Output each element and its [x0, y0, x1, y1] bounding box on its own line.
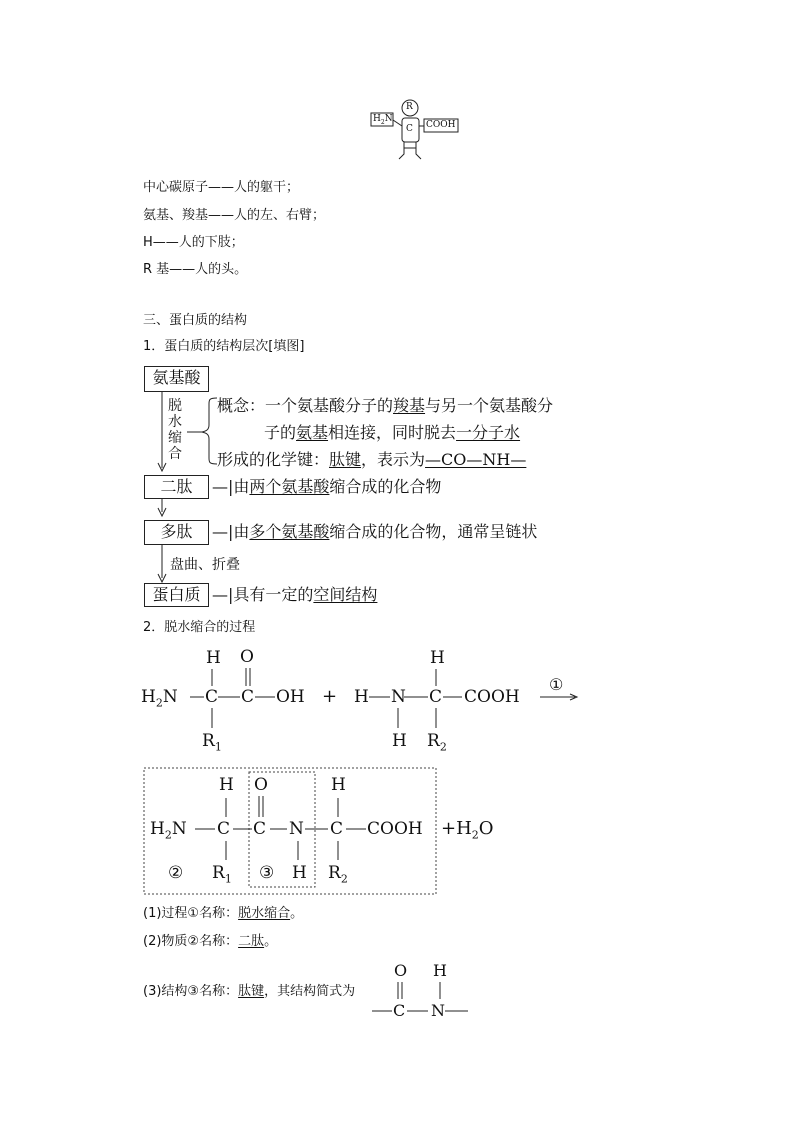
structure-n: N: [431, 1001, 445, 1020]
aa1-amino-group: $H_2N$: [141, 687, 178, 710]
polypeptide-description: —|由多个氨基酸缩合成的化合物，通常呈链状: [212, 522, 538, 541]
label-dipeptide-2: ②: [168, 863, 184, 883]
question-2: (2)物质②名称：二肽。: [143, 934, 278, 949]
aa2-r-group: $R_2$: [427, 731, 447, 754]
aa1-r-group: $R_1$: [202, 731, 222, 754]
structure-o: O: [394, 961, 408, 980]
aa1-o-top: O: [240, 647, 254, 667]
box-dipeptide: 二肽: [144, 475, 209, 499]
box-polypeptide: 多肽: [144, 520, 209, 545]
box-protein: 蛋白质: [144, 583, 209, 607]
aa2-n: N: [391, 687, 406, 707]
product-h1: H: [219, 775, 234, 795]
aa2-central-c: C: [429, 687, 443, 707]
aa1-oh: OH: [276, 687, 305, 707]
product-cooh: COOH: [367, 819, 423, 839]
analogy-line-1: 中心碳原子——人的躯干；: [143, 180, 300, 195]
structure-c: C: [393, 1001, 406, 1020]
box-amino-acid: 氨基酸: [144, 366, 209, 392]
label-peptide-bond-3: ③: [259, 863, 275, 883]
product-c3: C: [330, 819, 344, 839]
arrow-label-1: ①: [549, 675, 564, 694]
product-h3: H: [331, 775, 346, 795]
aa2-h-top: H: [430, 648, 445, 668]
figure-h2n-label: $H_2N$: [373, 114, 393, 126]
concept-line-2: 子的氨基相连接，同时脱去一分子水: [264, 423, 521, 442]
aa2-h-bottom: H: [392, 731, 407, 751]
figure-r-label: R: [406, 102, 413, 112]
analogy-line-2: 氨基、羧基——人的左、右臂；: [143, 208, 326, 223]
product-r1: $R_1$: [212, 863, 232, 886]
aa2-h-left: H: [354, 687, 369, 707]
aa1-h-top: H: [206, 648, 221, 668]
concept-line-1: 概念：一个氨基酸分子的羧基与另一个氨基酸分: [217, 396, 554, 415]
aa2-cooh: COOH: [464, 687, 520, 707]
section-heading: 三、蛋白质的结构: [143, 313, 248, 328]
aa1-carbonyl-c: C: [241, 687, 255, 707]
product-h-n: H: [292, 863, 307, 883]
product-c1: C: [217, 819, 231, 839]
subheading-hierarchy: 1．蛋白质的结构层次[填图]: [143, 339, 305, 354]
process-dehydration-label: 脱 水 缩 合: [168, 398, 182, 462]
protein-description: —|具有一定的空间结构: [212, 585, 378, 604]
structure-h: H: [433, 961, 447, 980]
plus-sign: +: [322, 686, 338, 707]
question-1: (1)过程①名称：脱水缩合。: [143, 906, 304, 921]
product-n2: N: [289, 819, 304, 839]
aa1-central-c: C: [205, 687, 219, 707]
figure-c-label: C: [406, 124, 413, 134]
subheading-process: 2．脱水缩合的过程: [143, 620, 256, 635]
analogy-line-4: R 基——人的头。: [143, 262, 248, 277]
product-amino-group: $H_2N$: [150, 819, 187, 842]
product-o: O: [254, 775, 268, 795]
water-product: $+H_2O$: [441, 818, 494, 842]
fold-label: 盘曲、折叠: [170, 557, 240, 573]
question-3: (3)结构③名称：肽键，其结构简式为: [143, 984, 356, 999]
product-r2: $R_2$: [328, 863, 348, 886]
figure-cooh-label: COOH: [426, 120, 456, 130]
analogy-line-3: H——人的下肢；: [143, 235, 244, 250]
product-c2: C: [253, 819, 267, 839]
dipeptide-description: —|由两个氨基酸缩合成的化合物: [212, 477, 442, 496]
bond-line: 形成的化学键：肽键，表示为—CO—NH—: [217, 450, 527, 469]
